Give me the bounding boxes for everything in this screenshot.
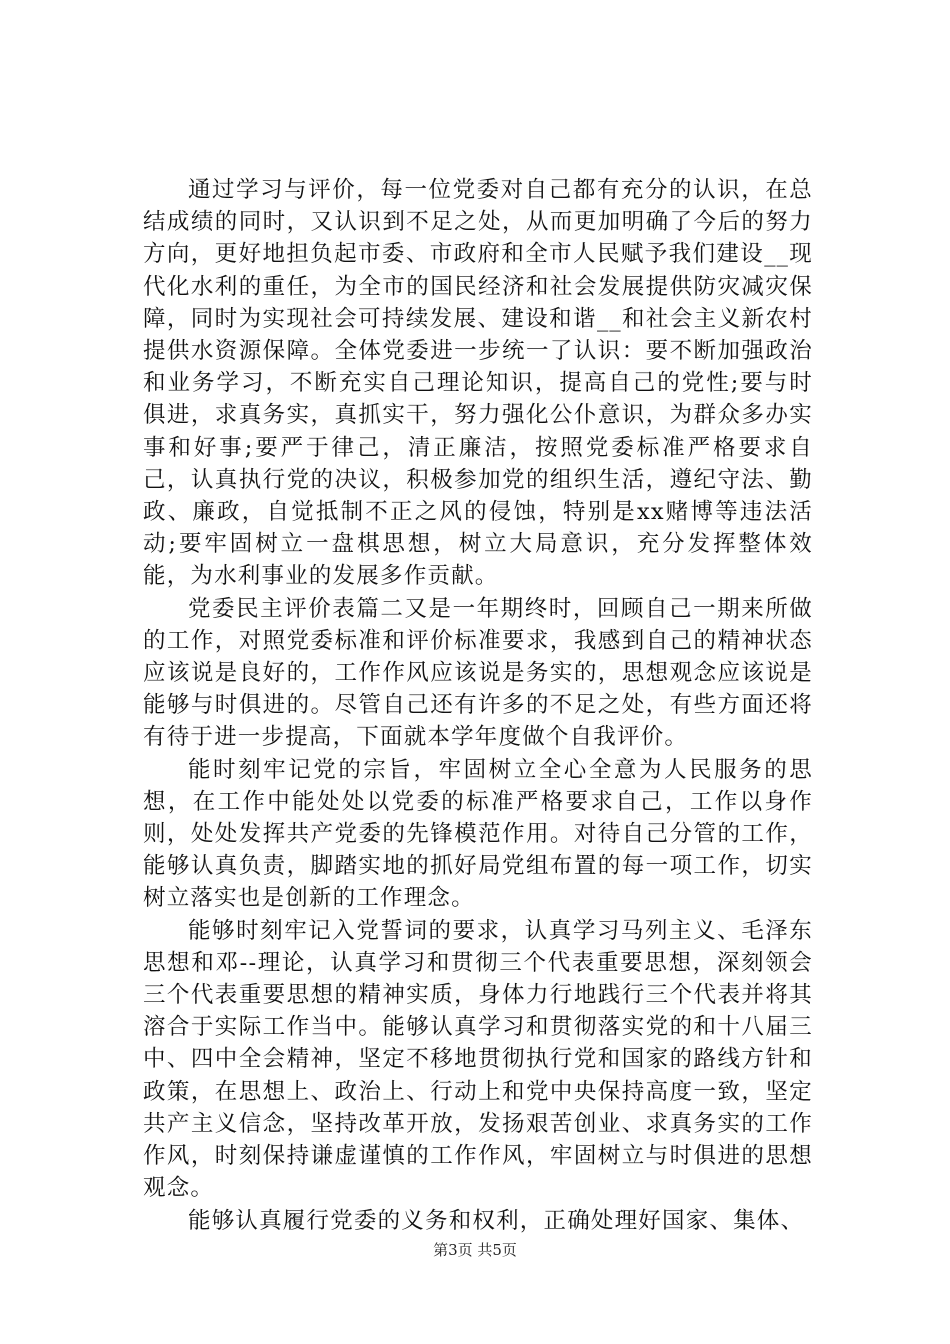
- paragraph-2: 党委民主评价表篇二又是一年期终时，回顾自己一期来所做的工作，对照党委标准和评价标准要求，我感到自己的精神状态应该说是良好的，工作作风应该说是务实的，思想观念应该说是能够与时俱进的。尽管自己还有许多的不足之处，有些方面还将有待于进一步提高，下面就本学年度做个自我评价。: [143, 595, 813, 751]
- document-body: [143, 174, 813, 1237]
- paragraph-4: 能够时刻牢记入党誓词的要求，认真学习马列主义、毛泽东思想和邓--理论，认真学习和贯彻三个代表重要思想，深刻领会三个代表重要思想的精神实质，身体力行地践行三个代表并将其溶合于实际工作当中。能够认真学习和贯彻落实党的和十八届三中、四中全会精神，坚定不移地贯彻执行党和国家的路线方针和政策，在思想上、政治上、行动上和党中央保持高度一致，坚定共产主义信念，坚持改革开放，发扬艰苦创业、求真务实的工作作风，时刻保持谦虚谨慎的工作作风，牢固树立与时俱进的思想观念。: [143, 917, 813, 1202]
- page-number-footer: 第3页 共5页: [433, 1241, 517, 1259]
- paragraph-3: 能时刻牢记党的宗旨，牢固树立全心全意为人民服务的思想，在工作中能处处以党委的标准严格要求自己，工作以身作则，处处发挥共产党委的先锋模范作用。对待自己分管的工作，能够认真负责，脚踏实地的抓好局党组布置的每一项工作，切实树立落实也是创新的工作理念。: [143, 756, 813, 912]
- paragraph-5: 能够认真履行党委的义务和权利，正确处理好国家、集体、: [188, 1207, 805, 1234]
- paragraph-1: 通过学习与评价，每一位党委对自己都有充分的认识，在总结成绩的同时，又认识到不足之处，从而更加明确了今后的努力方向，更好地担负起市委、市政府和全市人民赋予我们建设__现代化水利的重任，为全市的国民经济和社会发展提供防灾减灾保障，同时为实现社会可持续发展、建设和谐__和社会主义新农村提供水资源保障。全体党委进一步统一了认识：要不断加强政治和业务学习，不断充实自己理论知识，提高自己的党性;要与时俱进，求真务实，真抓实干，努力强化公仆意识，为群众多办实事和好事;要严于律己，清正廉洁，按照党委标准严格要求自己，认真执行党的决议，积极参加党的组织生活，遵纪守法、勤政、廉政，自觉抵制不正之风的侵蚀，特别是xx赌博等违法活动;要牢固树立一盘棋思想，树立大局意识，充分发挥整体效能，为水利事业的发展多作贡献。: [143, 177, 813, 590]
